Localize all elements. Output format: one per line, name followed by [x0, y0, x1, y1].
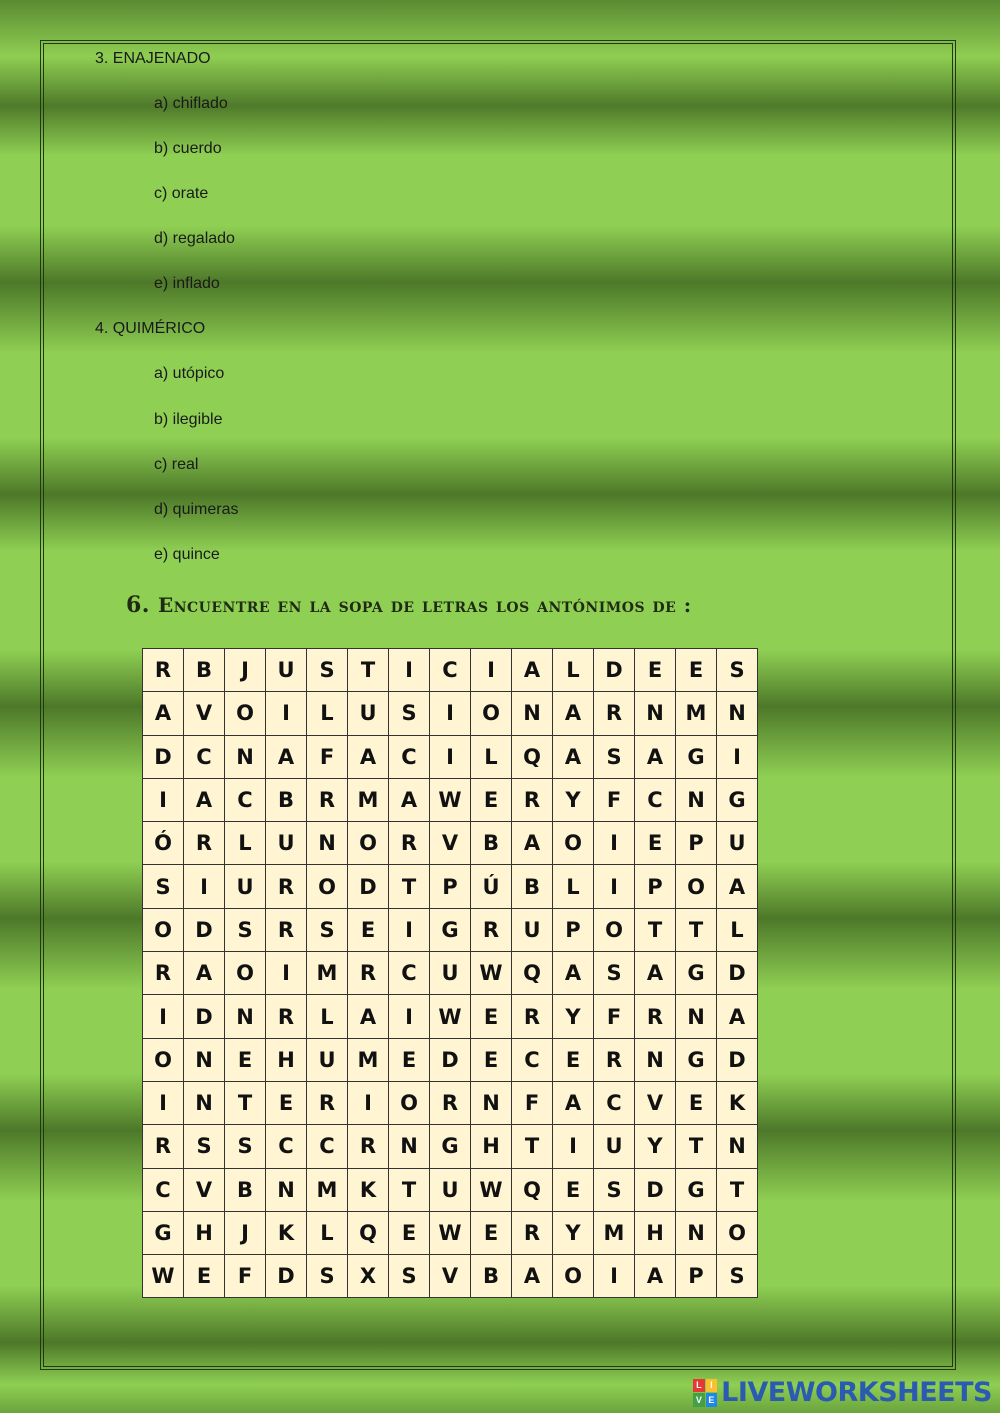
grid-cell[interactable]: E [389, 1038, 430, 1081]
grid-cell[interactable]: E [471, 778, 512, 821]
grid-cell[interactable]: E [184, 1255, 225, 1298]
grid-cell[interactable]: I [184, 865, 225, 908]
grid-cell[interactable]: S [594, 735, 635, 778]
grid-cell[interactable]: S [717, 1255, 758, 1298]
grid-cell[interactable]: Q [512, 1168, 553, 1211]
grid-cell[interactable]: T [389, 1168, 430, 1211]
grid-cell[interactable]: I [594, 865, 635, 908]
grid-cell[interactable]: R [143, 952, 184, 995]
grid-cell[interactable]: H [266, 1038, 307, 1081]
grid-cell[interactable]: W [471, 952, 512, 995]
grid-cell[interactable]: N [471, 1081, 512, 1124]
grid-cell[interactable]: O [553, 822, 594, 865]
grid-cell[interactable]: N [676, 778, 717, 821]
grid-cell[interactable]: W [430, 995, 471, 1038]
grid-cell[interactable]: A [348, 995, 389, 1038]
grid-cell[interactable]: A [553, 1081, 594, 1124]
grid-cell[interactable]: T [676, 1125, 717, 1168]
grid-cell[interactable]: A [184, 778, 225, 821]
grid-cell[interactable]: I [143, 778, 184, 821]
grid-cell[interactable]: V [430, 822, 471, 865]
grid-cell[interactable]: I [389, 908, 430, 951]
grid-cell[interactable]: P [635, 865, 676, 908]
grid-cell[interactable]: J [225, 1211, 266, 1254]
grid-cell[interactable]: L [225, 822, 266, 865]
grid-cell[interactable]: Ú [471, 865, 512, 908]
grid-cell[interactable]: O [143, 908, 184, 951]
grid-cell[interactable]: W [471, 1168, 512, 1211]
grid-cell[interactable]: R [635, 995, 676, 1038]
grid-row [143, 649, 758, 692]
grid-cell[interactable]: I [594, 1255, 635, 1298]
grid-cell[interactable]: T [512, 1125, 553, 1168]
grid-cell[interactable]: L [307, 1211, 348, 1254]
grid-cell[interactable]: B [471, 1255, 512, 1298]
grid-row [143, 865, 758, 908]
grid-cell[interactable]: E [676, 649, 717, 692]
grid-cell[interactable]: R [389, 822, 430, 865]
grid-cell[interactable]: N [184, 1081, 225, 1124]
grid-cell[interactable]: Y [553, 778, 594, 821]
grid-cell[interactable]: E [635, 822, 676, 865]
grid-cell[interactable]: Y [553, 995, 594, 1038]
grid-cell[interactable]: D [143, 735, 184, 778]
section-6-heading [126, 592, 692, 618]
grid-cell[interactable]: O [471, 692, 512, 735]
grid-cell[interactable]: T [676, 908, 717, 951]
grid-cell[interactable]: N [717, 1125, 758, 1168]
logo-letter: I [706, 1379, 718, 1393]
grid-cell[interactable]: C [594, 1081, 635, 1124]
grid-cell[interactable]: M [348, 1038, 389, 1081]
grid-cell[interactable]: C [512, 1038, 553, 1081]
grid-cell[interactable]: C [389, 735, 430, 778]
question-3-option-e: e) inflado [154, 275, 220, 292]
grid-cell[interactable]: V [635, 1081, 676, 1124]
grid-cell[interactable]: B [225, 1168, 266, 1211]
grid-cell[interactable]: L [553, 649, 594, 692]
grid-cell[interactable]: A [512, 822, 553, 865]
grid-cell[interactable]: H [184, 1211, 225, 1254]
grid-cell[interactable]: R [594, 1038, 635, 1081]
grid-cell[interactable]: O [307, 865, 348, 908]
grid-cell[interactable]: F [594, 778, 635, 821]
grid-cell[interactable]: R [184, 822, 225, 865]
question-3-option-b: b) cuerdo [154, 140, 222, 157]
grid-row [143, 1255, 758, 1298]
grid-cell[interactable]: H [635, 1211, 676, 1254]
grid-cell[interactable]: T [389, 865, 430, 908]
grid-cell[interactable]: I [430, 692, 471, 735]
grid-cell[interactable]: L [471, 735, 512, 778]
grid-cell[interactable]: O [143, 1038, 184, 1081]
grid-cell[interactable]: D [184, 995, 225, 1038]
brand-name: LIVEWORKSHEETS [721, 1377, 992, 1408]
grid-cell[interactable]: O [553, 1255, 594, 1298]
grid-cell[interactable]: B [184, 649, 225, 692]
grid-cell[interactable]: N [512, 692, 553, 735]
grid-row [143, 1081, 758, 1124]
grid-cell[interactable]: S [594, 1168, 635, 1211]
grid-cell[interactable]: S [307, 908, 348, 951]
grid-cell[interactable]: G [717, 778, 758, 821]
grid-row [143, 735, 758, 778]
grid-cell[interactable]: W [430, 1211, 471, 1254]
grid-cell[interactable]: R [471, 908, 512, 951]
grid-row [143, 822, 758, 865]
grid-cell[interactable]: E [348, 908, 389, 951]
word-search-grid [142, 648, 758, 1298]
grid-cell[interactable]: F [225, 1255, 266, 1298]
grid-cell[interactable]: Y [553, 1211, 594, 1254]
grid-cell[interactable]: R [348, 1125, 389, 1168]
question-3-option-a: a) chiflado [154, 95, 228, 112]
grid-cell[interactable]: U [348, 692, 389, 735]
grid-cell[interactable]: O [389, 1081, 430, 1124]
grid-row [143, 1125, 758, 1168]
grid-cell[interactable]: D [717, 952, 758, 995]
grid-cell[interactable]: D [184, 908, 225, 951]
grid-cell[interactable]: E [471, 995, 512, 1038]
grid-cell[interactable]: A [512, 649, 553, 692]
grid-cell[interactable]: G [430, 1125, 471, 1168]
grid-cell[interactable]: N [266, 1168, 307, 1211]
grid-cell[interactable]: S [389, 692, 430, 735]
liveworksheets-logo-icon [693, 1379, 717, 1407]
grid-cell[interactable]: A [553, 952, 594, 995]
grid-cell[interactable]: T [717, 1168, 758, 1211]
grid-cell[interactable]: A [717, 865, 758, 908]
grid-cell[interactable]: R [430, 1081, 471, 1124]
grid-cell[interactable]: A [553, 735, 594, 778]
section-6-number: 6. [126, 592, 150, 618]
grid-row [143, 908, 758, 951]
grid-cell[interactable]: Y [635, 1125, 676, 1168]
grid-cell[interactable]: T [348, 649, 389, 692]
grid-cell[interactable]: I [553, 1125, 594, 1168]
grid-cell[interactable]: G [676, 952, 717, 995]
grid-cell[interactable]: D [430, 1038, 471, 1081]
grid-cell[interactable]: N [676, 1211, 717, 1254]
grid-cell[interactable]: G [676, 735, 717, 778]
grid-cell[interactable]: Ó [143, 822, 184, 865]
grid-cell[interactable]: H [471, 1125, 512, 1168]
grid-cell[interactable]: U [512, 908, 553, 951]
grid-cell[interactable]: J [225, 649, 266, 692]
grid-cell[interactable]: U [430, 1168, 471, 1211]
question-3-option-d: d) regalado [154, 230, 235, 247]
grid-cell[interactable]: U [266, 822, 307, 865]
grid-cell[interactable]: I [266, 952, 307, 995]
grid-cell[interactable]: O [225, 692, 266, 735]
grid-cell[interactable]: A [348, 735, 389, 778]
grid-cell[interactable]: N [225, 735, 266, 778]
grid-cell[interactable]: Q [348, 1211, 389, 1254]
grid-cell[interactable]: S [307, 649, 348, 692]
grid-cell[interactable]: M [307, 952, 348, 995]
grid-cell[interactable]: C [389, 952, 430, 995]
grid-cell[interactable]: N [676, 995, 717, 1038]
grid-cell[interactable]: I [430, 735, 471, 778]
grid-cell[interactable]: C [143, 1168, 184, 1211]
grid-cell[interactable]: P [676, 822, 717, 865]
grid-cell[interactable]: E [676, 1081, 717, 1124]
grid-cell[interactable]: D [266, 1255, 307, 1298]
grid-cell[interactable]: C [225, 778, 266, 821]
grid-row [143, 778, 758, 821]
grid-cell[interactable]: E [471, 1211, 512, 1254]
grid-cell[interactable]: N [635, 1038, 676, 1081]
grid-cell[interactable]: N [635, 692, 676, 735]
grid-cell[interactable]: R [594, 692, 635, 735]
grid-cell[interactable]: R [307, 1081, 348, 1124]
grid-cell[interactable]: I [348, 1081, 389, 1124]
question-4-option-c: c) real [154, 456, 199, 473]
grid-cell[interactable]: C [266, 1125, 307, 1168]
grid-cell[interactable]: L [717, 908, 758, 951]
question-3-title: 3. ENAJENADO [95, 50, 211, 67]
grid-cell[interactable]: R [266, 908, 307, 951]
grid-cell[interactable]: R [143, 1125, 184, 1168]
grid-cell[interactable]: D [594, 649, 635, 692]
grid-cell[interactable]: F [594, 995, 635, 1038]
grid-cell[interactable]: R [266, 995, 307, 1038]
grid-cell[interactable]: E [553, 1168, 594, 1211]
question-4-option-e: e) quince [154, 546, 220, 563]
question-4-option-a: a) utópico [154, 365, 225, 382]
question-3-option-c: c) orate [154, 185, 209, 202]
grid-cell[interactable]: W [143, 1255, 184, 1298]
grid-cell[interactable]: A [553, 692, 594, 735]
grid-cell[interactable]: D [348, 865, 389, 908]
question-4-option-d: d) quimeras [154, 501, 239, 518]
grid-cell[interactable]: K [717, 1081, 758, 1124]
grid-cell[interactable]: O [676, 865, 717, 908]
grid-cell[interactable]: Q [512, 952, 553, 995]
grid-row [143, 952, 758, 995]
grid-cell[interactable]: B [266, 778, 307, 821]
grid-cell[interactable]: M [594, 1211, 635, 1254]
grid-cell[interactable]: I [594, 822, 635, 865]
grid-cell[interactable]: X [348, 1255, 389, 1298]
grid-cell[interactable]: R [143, 649, 184, 692]
grid-cell[interactable]: I [143, 995, 184, 1038]
grid-cell[interactable]: A [512, 1255, 553, 1298]
grid-cell[interactable]: L [307, 692, 348, 735]
grid-cell[interactable]: E [553, 1038, 594, 1081]
grid-cell[interactable]: V [430, 1255, 471, 1298]
grid-cell[interactable]: P [553, 908, 594, 951]
grid-cell[interactable]: E [266, 1081, 307, 1124]
grid-cell[interactable]: R [512, 1211, 553, 1254]
grid-cell[interactable]: E [635, 649, 676, 692]
grid-cell[interactable]: U [717, 822, 758, 865]
grid-cell[interactable]: A [717, 995, 758, 1038]
grid-cell[interactable]: A [635, 952, 676, 995]
grid-cell[interactable]: C [307, 1125, 348, 1168]
grid-cell[interactable]: B [471, 822, 512, 865]
grid-cell[interactable]: D [717, 1038, 758, 1081]
grid-cell[interactable]: A [143, 692, 184, 735]
grid-cell[interactable]: U [430, 952, 471, 995]
grid-cell[interactable]: A [389, 778, 430, 821]
grid-cell[interactable]: C [635, 778, 676, 821]
grid-cell[interactable]: B [512, 865, 553, 908]
grid-cell[interactable]: P [676, 1255, 717, 1298]
grid-cell[interactable]: I [471, 649, 512, 692]
grid-cell[interactable]: A [635, 735, 676, 778]
grid-cell[interactable]: E [471, 1038, 512, 1081]
grid-cell[interactable]: T [225, 1081, 266, 1124]
grid-cell[interactable]: N [717, 692, 758, 735]
section-6-heading-text: Encuentre en la sopa de letras los antónimos de : [157, 593, 692, 617]
grid-cell[interactable]: I [389, 995, 430, 1038]
grid-cell[interactable]: U [307, 1038, 348, 1081]
grid-cell[interactable]: S [389, 1255, 430, 1298]
grid-row [143, 995, 758, 1038]
grid-cell[interactable]: S [225, 1125, 266, 1168]
grid-cell[interactable]: R [512, 778, 553, 821]
grid-cell[interactable]: O [594, 908, 635, 951]
grid-cell[interactable]: V [184, 1168, 225, 1211]
grid-cell[interactable]: S [184, 1125, 225, 1168]
grid-cell[interactable]: A [635, 1255, 676, 1298]
question-4-title: 4. QUIMÉRICO [95, 320, 206, 337]
grid-cell[interactable]: T [635, 908, 676, 951]
grid-cell[interactable]: G [676, 1168, 717, 1211]
question-4-option-b: b) ilegible [154, 411, 223, 428]
grid-cell[interactable]: A [184, 952, 225, 995]
grid-cell[interactable]: L [553, 865, 594, 908]
grid-cell[interactable]: M [676, 692, 717, 735]
grid-cell[interactable]: G [676, 1038, 717, 1081]
grid-cell[interactable]: O [225, 952, 266, 995]
grid-cell[interactable]: P [430, 865, 471, 908]
grid-cell[interactable]: Q [512, 735, 553, 778]
grid-cell[interactable]: O [348, 822, 389, 865]
grid-cell[interactable]: L [307, 995, 348, 1038]
grid-cell[interactable]: R [266, 865, 307, 908]
grid-cell[interactable]: I [266, 692, 307, 735]
grid-cell[interactable]: K [266, 1211, 307, 1254]
grid-cell[interactable]: S [143, 865, 184, 908]
grid-row [143, 1168, 758, 1211]
grid-cell[interactable]: C [184, 735, 225, 778]
grid-cell[interactable]: K [348, 1168, 389, 1211]
grid-cell[interactable]: E [225, 1038, 266, 1081]
grid-cell[interactable]: N [184, 1038, 225, 1081]
grid-cell[interactable]: S [307, 1255, 348, 1298]
grid-cell[interactable]: F [307, 735, 348, 778]
grid-cell[interactable]: N [307, 822, 348, 865]
grid-cell[interactable]: C [430, 649, 471, 692]
grid-cell[interactable]: V [184, 692, 225, 735]
grid-cell[interactable]: I [389, 649, 430, 692]
logo-letter: V [693, 1393, 705, 1407]
grid-cell[interactable]: S [594, 952, 635, 995]
grid-cell[interactable]: O [717, 1211, 758, 1254]
grid-cell[interactable]: I [143, 1081, 184, 1124]
grid-cell[interactable]: G [430, 908, 471, 951]
grid-cell[interactable]: M [307, 1168, 348, 1211]
grid-cell[interactable]: S [717, 649, 758, 692]
grid-row [143, 692, 758, 735]
grid-cell[interactable]: M [348, 778, 389, 821]
grid-cell[interactable]: W [430, 778, 471, 821]
grid-cell[interactable]: R [307, 778, 348, 821]
grid-cell[interactable]: U [266, 649, 307, 692]
grid-cell[interactable]: E [389, 1211, 430, 1254]
grid-cell[interactable]: N [225, 995, 266, 1038]
grid-row [143, 1038, 758, 1081]
liveworksheets-brand [693, 1377, 992, 1408]
grid-cell[interactable]: R [348, 952, 389, 995]
grid-row [143, 1211, 758, 1254]
grid-cell[interactable]: U [225, 865, 266, 908]
grid-cell[interactable]: F [512, 1081, 553, 1124]
grid-cell[interactable]: N [389, 1125, 430, 1168]
logo-letter: E [706, 1393, 718, 1407]
logo-letter: L [693, 1379, 705, 1393]
grid-cell[interactable]: R [512, 995, 553, 1038]
grid-cell[interactable]: I [717, 735, 758, 778]
grid-cell[interactable]: U [594, 1125, 635, 1168]
grid-cell[interactable]: S [225, 908, 266, 951]
grid-cell[interactable]: A [266, 735, 307, 778]
grid-cell[interactable]: D [635, 1168, 676, 1211]
grid-cell[interactable]: G [143, 1211, 184, 1254]
